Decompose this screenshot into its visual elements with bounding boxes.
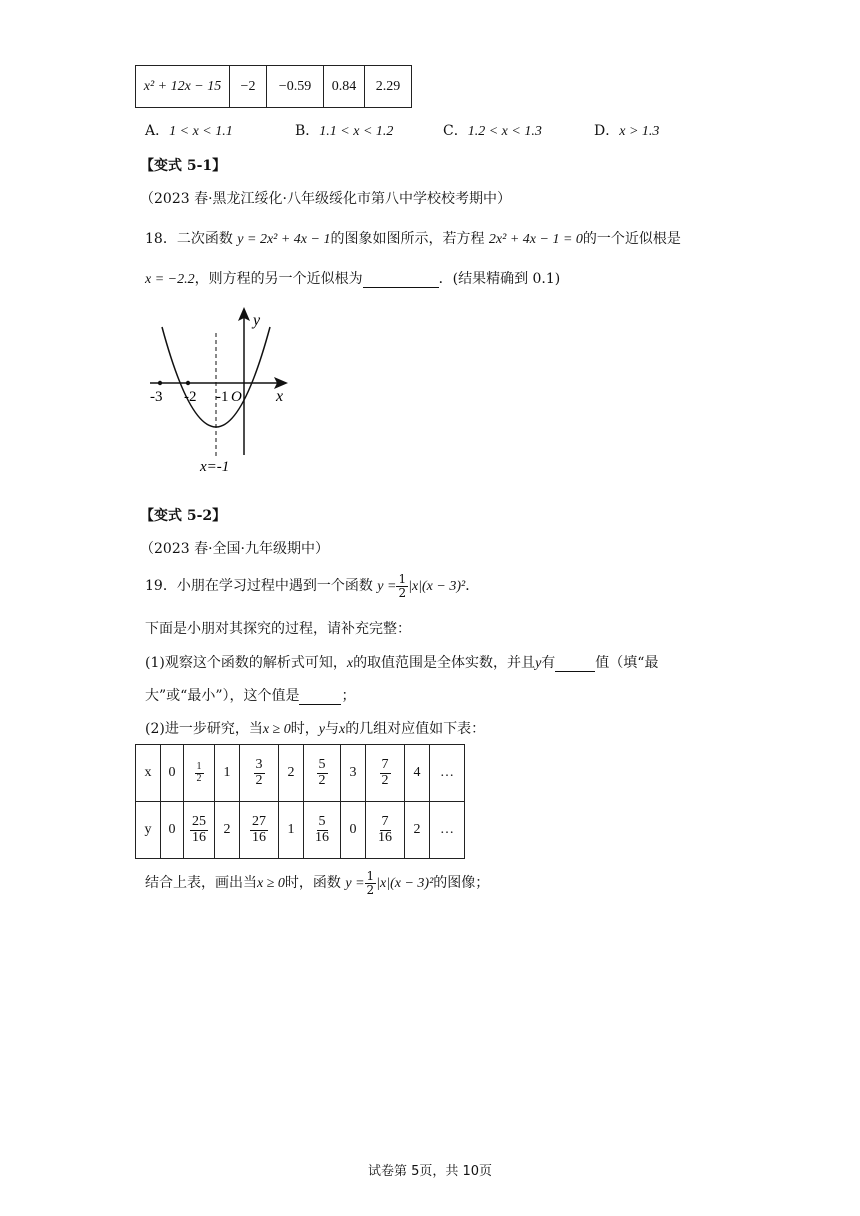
option-b bbox=[295, 120, 393, 140]
table-cell: 2 bbox=[405, 802, 430, 859]
table-cell: 0 bbox=[161, 745, 184, 802]
equation: 2x² + 4x − 1 = 0 bbox=[488, 232, 583, 247]
function-rhs: |x|(x − 3)² bbox=[408, 579, 466, 595]
text: 时，函数 bbox=[284, 875, 341, 892]
text: 大”或“最小”），这个值是 bbox=[145, 688, 300, 704]
fraction-half bbox=[396, 573, 408, 599]
top-table-cell: −2 bbox=[230, 66, 267, 108]
y-axis-label: y bbox=[253, 312, 261, 329]
tick-label-neg1: -1 bbox=[216, 389, 229, 405]
symmetry-axis-label: x=-1 bbox=[200, 459, 230, 475]
table-cell bbox=[184, 745, 215, 802]
condition: x ≥ 0 bbox=[262, 722, 291, 737]
question-19-intro: 下面是小朋对其探究的过程，请补充完整： bbox=[145, 621, 411, 637]
table-cell bbox=[366, 745, 405, 802]
text: ．(结果精确到 0.1) bbox=[438, 271, 561, 287]
top-table-expr: x² + 12x − 15 bbox=[136, 66, 230, 108]
question-number: 18． bbox=[145, 231, 177, 247]
numerator: 3 bbox=[255, 756, 263, 772]
condition: x ≥ 0 bbox=[257, 876, 285, 892]
answer-blank[interactable] bbox=[299, 688, 341, 705]
fraction bbox=[380, 758, 391, 788]
option-letter: A． bbox=[145, 123, 170, 139]
row-header-x: x bbox=[136, 745, 161, 802]
text: 的一个近似根是 bbox=[582, 231, 681, 247]
fraction bbox=[317, 758, 328, 788]
numerator: 27 bbox=[252, 813, 266, 829]
denominator: 2 bbox=[255, 772, 263, 788]
variant-5-2-heading: 【变式 5-2】 bbox=[140, 508, 227, 524]
var-x: x bbox=[346, 656, 354, 671]
option-text: x > 1.3 bbox=[619, 124, 660, 139]
text: 的图像； bbox=[433, 875, 490, 892]
table-cell: 1 bbox=[279, 802, 304, 859]
table-cell: 4 bbox=[405, 745, 430, 802]
text: ； bbox=[341, 688, 356, 704]
denominator: 2 bbox=[318, 772, 326, 788]
text: 时， bbox=[290, 721, 319, 737]
text: ． bbox=[465, 578, 480, 595]
variant-5-1-heading: 【变式 5-1】 bbox=[140, 158, 227, 174]
answer-blank[interactable] bbox=[363, 271, 439, 288]
point-neg2 bbox=[186, 381, 190, 385]
top-table-cell: 2.29 bbox=[365, 66, 412, 108]
table-cell bbox=[304, 802, 341, 859]
text: (2)进一步研究，当 bbox=[145, 721, 263, 737]
option-d bbox=[594, 120, 659, 140]
parabola-graph bbox=[140, 305, 300, 475]
table-row-x bbox=[136, 745, 465, 802]
denominator: 2 bbox=[381, 772, 389, 788]
text: ，则方程的另一个近似根为 bbox=[194, 271, 363, 287]
function-lhs: y = bbox=[345, 876, 365, 892]
fraction bbox=[376, 815, 394, 845]
tick-label-neg3: -3 bbox=[150, 389, 163, 405]
equation: x = −2.2 bbox=[145, 272, 195, 287]
fraction bbox=[250, 815, 268, 845]
origin-label: O bbox=[231, 389, 242, 405]
table-cell bbox=[240, 745, 279, 802]
text: 有 bbox=[541, 655, 556, 671]
fraction-half bbox=[365, 870, 377, 896]
table-cell: 0 bbox=[161, 802, 184, 859]
top-table-cell: −0.59 bbox=[267, 66, 324, 108]
question-number: 19． bbox=[145, 578, 177, 595]
text: 结合上表，画出当 bbox=[145, 875, 257, 892]
var-y: y bbox=[318, 722, 325, 737]
denominator: 2 bbox=[196, 772, 202, 784]
denominator: 16 bbox=[252, 829, 266, 845]
function-lhs: y = bbox=[377, 579, 397, 595]
table-cell bbox=[366, 802, 405, 859]
numerator: 5 bbox=[318, 756, 326, 772]
denominator: 2 bbox=[398, 585, 407, 600]
text: 的图象如图所示，若方程 bbox=[330, 231, 485, 247]
text: (1)观察这个函数的解析式可知， bbox=[145, 655, 347, 671]
tick-label-neg2: -2 bbox=[184, 389, 197, 405]
table-cell bbox=[240, 802, 279, 859]
table-cell: 1 bbox=[215, 745, 240, 802]
denominator: 2 bbox=[366, 882, 375, 897]
value-table bbox=[135, 744, 465, 859]
fraction bbox=[313, 815, 331, 845]
conclusion-line bbox=[145, 870, 489, 896]
equation: y = 2x² + 4x − 1 bbox=[237, 232, 331, 247]
option-text: 1.2 < x < 1.3 bbox=[467, 124, 542, 139]
question-18-line-2 bbox=[145, 268, 560, 288]
option-text: 1.1 < x < 1.2 bbox=[319, 124, 394, 139]
option-letter: C． bbox=[443, 123, 468, 139]
fraction bbox=[254, 758, 265, 788]
option-letter: B． bbox=[295, 123, 320, 139]
text: 值（填“最 bbox=[595, 655, 659, 671]
table-row-y bbox=[136, 802, 465, 859]
var-x: x bbox=[338, 722, 346, 737]
option-c bbox=[443, 120, 542, 140]
denominator: 16 bbox=[315, 829, 329, 845]
row-header-y: y bbox=[136, 802, 161, 859]
numerator: 7 bbox=[381, 756, 389, 772]
table-cell: … bbox=[430, 802, 465, 859]
numerator: 1 bbox=[398, 572, 407, 586]
text: 二次函数 bbox=[176, 231, 233, 247]
text: 的几组对应值如下表： bbox=[345, 721, 486, 737]
table-cell bbox=[184, 802, 215, 859]
question-18-line-1 bbox=[145, 228, 681, 248]
table-cell: 0 bbox=[341, 802, 366, 859]
variant-5-1-source: （2023 春·黑龙江绥化·八年级绥化市第八中学校校考期中） bbox=[140, 191, 511, 207]
part-1-line-1 bbox=[145, 652, 658, 672]
numerator: 7 bbox=[381, 813, 389, 829]
function-rhs: |x|(x − 3)² bbox=[376, 876, 434, 892]
part-1-line-2 bbox=[145, 685, 355, 705]
text: 的取值范围是全体实数，并且 bbox=[353, 655, 536, 671]
point-neg3 bbox=[158, 381, 162, 385]
part-2-line bbox=[145, 718, 485, 738]
page-footer: 试卷第 5页，共 10页 bbox=[367, 1164, 493, 1179]
denominator: 16 bbox=[192, 829, 206, 845]
table-cell bbox=[304, 745, 341, 802]
option-a bbox=[145, 120, 233, 140]
table-cell: … bbox=[430, 745, 465, 802]
question-19-line bbox=[145, 573, 479, 599]
variant-5-2-source: （2023 春·全国·九年级期中） bbox=[140, 541, 329, 557]
table-cell: 2 bbox=[279, 745, 304, 802]
x-axis-label: x bbox=[276, 388, 284, 405]
option-letter: D． bbox=[594, 123, 620, 139]
table-cell: 2 bbox=[215, 802, 240, 859]
numerator: 25 bbox=[192, 813, 206, 829]
fraction bbox=[195, 762, 204, 784]
text: 小朋在学习过程中遇到一个函数 bbox=[176, 578, 373, 595]
top-value-table bbox=[135, 65, 412, 108]
numerator: 1 bbox=[366, 869, 375, 883]
answer-blank[interactable] bbox=[555, 655, 595, 672]
var-y: y bbox=[535, 656, 542, 671]
numerator: 1 bbox=[196, 761, 202, 772]
fraction bbox=[190, 815, 208, 845]
numerator: 5 bbox=[318, 813, 326, 829]
denominator: 16 bbox=[378, 829, 392, 845]
text: 与 bbox=[324, 721, 339, 737]
option-text: 1 < x < 1.1 bbox=[169, 124, 233, 139]
top-table-cell: 0.84 bbox=[324, 66, 365, 108]
table-cell: 3 bbox=[341, 745, 366, 802]
